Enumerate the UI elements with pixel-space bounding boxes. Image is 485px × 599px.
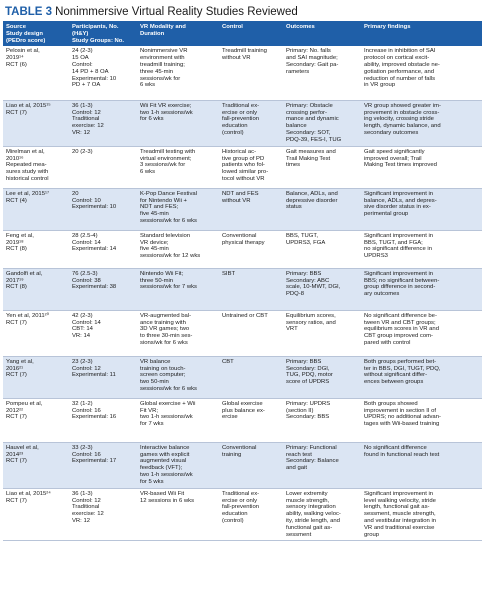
cell-source: Yang et al, 2016²¹ RCT (7) [3, 356, 69, 398]
header-primary-findings: Primary findings [361, 22, 482, 46]
cell-primary-findings: Significant improvement in BBS; no significant between- group difference in second- ary outcomes [361, 268, 482, 310]
cell-outcomes: Primary: No. falls and SAI magnitude; Secondary: Gait pa- rameters [283, 46, 361, 100]
cell-vr-modality: VR-based Wii Fit 12 sessions in 6 wks [137, 488, 219, 541]
table-row [3, 268, 482, 310]
table-title: Nonimmersive Virtual Reality Studies Reviewed [55, 6, 298, 18]
cell-participants: 32 (1-2) Control: 16 Experimental: 16 [69, 398, 137, 442]
cell-source: Liao et al, 2015²⁴ RCT (7) [3, 488, 69, 541]
cell-source: Yen et al, 2011²⁰ RCT (7) [3, 310, 69, 356]
cell-primary-findings: Significant improvement in level walking velocity, stride length, functional gait as- sessment, muscle strength, and vestibular integration in VR and traditional exercise group [361, 488, 482, 541]
table-row [3, 100, 482, 146]
cell-outcomes: Balance, ADLs, and depressive disorder status [283, 188, 361, 230]
table-header-row [3, 22, 482, 46]
cell-source: Pompeu et al, 2012²² RCT (7) [3, 398, 69, 442]
cell-vr-modality: VR-augmented bal- ance training with 3D VR games; two to three 30-min ses- sions/wk for 6 wks [137, 310, 219, 356]
header-participants: Participants, No. (H&Y) Study Groups: No. [69, 22, 137, 46]
cell-primary-findings: Significant improvement in BBS, TUGT, and FGA; no significant difference in UPDRS3 [361, 230, 482, 268]
table-row [3, 146, 482, 188]
cell-source: Hauvel et al, 2014²³ RCT (7) [3, 442, 69, 488]
cell-source: Liao et al, 2015¹⁵ RCT (7) [3, 100, 69, 146]
cell-participants: 20 Control: 10 Experimental: 10 [69, 188, 137, 230]
cell-primary-findings: Both groups showed improvement in section II of UPDRS; no additional advan- tages with Wii-based training [361, 398, 482, 442]
header-control: Control [219, 22, 283, 46]
cell-control: Treadmill training without VR [219, 46, 283, 100]
table-row [3, 46, 482, 100]
cell-control: SIBT [219, 268, 283, 310]
cell-participants: 42 (2-3) Control: 14 CBT: 14 VR: 14 [69, 310, 137, 356]
cell-outcomes: Equilibrium scores, sensory ratios, and VRT [283, 310, 361, 356]
cell-outcomes: Lower extremity muscle strength, sensory integration ability, walking veloc- ity, stride length, and functional gait as- sessment [283, 488, 361, 541]
cell-source: Pelosin et al, 2019¹⁴ RCT (6) [3, 46, 69, 100]
cell-outcomes: BBS, TUGT, UPDRS3, FGA [283, 230, 361, 268]
cell-participants: 24 (2-3) 15 OA Control: 14 PD + 8 OA Experimental: 10 PD + 7 OA [69, 46, 137, 100]
table-row [3, 398, 482, 442]
cell-source: Mirelman et al, 2010¹⁶ Repeated mea- sures study with historical control [3, 146, 69, 188]
cell-primary-findings: VR group showed greater im- provement in obstacle cross- ing velocity, crossing stride length, dynamic balance, and secondary outcomes [361, 100, 482, 146]
table-row [3, 230, 482, 268]
cell-outcomes: Primary: Obstacle crossing perfor- mance and dynamic balance Secondary: SOT, PDQ-39, FES-I, TUG [283, 100, 361, 146]
cell-primary-findings: No significant difference be- tween VR and CBT groups; equilibrium scores in VR and CBT group improved com- pared with control [361, 310, 482, 356]
cell-control: Traditional ex- ercise or only fall-prevention education (control) [219, 100, 283, 146]
cell-vr-modality: Treadmill testing with virtual environment; 3 sessions/wk for 6 wks [137, 146, 219, 188]
cell-participants: 36 (1-3) Control: 12 Traditional exercise: 12 VR: 12 [69, 100, 137, 146]
cell-vr-modality: K-Pop Dance Festival for Nintendo Wii + NDT and FES; five 45-min sessions/wk for 6 wks [137, 188, 219, 230]
cell-source: Feng et al, 2019¹⁸ RCT (8) [3, 230, 69, 268]
cell-participants: 20 (2-3) [69, 146, 137, 188]
cell-outcomes: Gait measures and Trail Making Test times [283, 146, 361, 188]
table-row [3, 310, 482, 356]
cell-primary-findings: Significant improvement in balance, ADLs, and depres- sive disorder status in ex- perimental group [361, 188, 482, 230]
cell-control: Conventional training [219, 442, 283, 488]
cell-control: Conventional physical therapy [219, 230, 283, 268]
cell-control: NDT and FES without VR [219, 188, 283, 230]
cell-control: Historical ac- tive group of PD patients who fol- lowed similar pro- tocol without VR [219, 146, 283, 188]
table-row [3, 442, 482, 488]
header-source: Source Study design (PEDro score) [3, 22, 69, 46]
cell-outcomes: Primary: BBS Secondary: DGI, TUG, PDQ, motor score of UPDRS [283, 356, 361, 398]
cell-vr-modality: Nintendo Wii Fit; three 50-min sessions/wk for 7 wks [137, 268, 219, 310]
table-row [3, 356, 482, 398]
table-body [3, 46, 482, 541]
cell-participants: 76 (2.5-3) Control: 38 Experimental: 38 [69, 268, 137, 310]
cell-outcomes: Primary: UPDRS (section II) Secondary: BBS [283, 398, 361, 442]
table-row [3, 488, 482, 541]
header-outcomes: Outcomes [283, 22, 361, 46]
cell-vr-modality: Wii Fit VR exercise; two 1-h sessions/wk for 6 wks [137, 100, 219, 146]
cell-control: Global exercise plus balance ex- ercise [219, 398, 283, 442]
table-row [3, 188, 482, 230]
cell-vr-modality: Interactive balance games with explicit augmented visual feedback (VFT); two 1-h sessions/wk for 5 wks [137, 442, 219, 488]
cell-control: Untrained or CBT [219, 310, 283, 356]
table-label: TABLE 3 [5, 6, 53, 18]
header-vr-modality: VR Modality and Duration [137, 22, 219, 46]
cell-primary-findings: Gait speed significantly improved overall; Trail Making Test times improved [361, 146, 482, 188]
cell-source: Gandolfi et al, 2017¹⁹ RCT (8) [3, 268, 69, 310]
cell-vr-modality: VR balance training on touch- screen computer; two 50-min sessions/wk for 6 wks [137, 356, 219, 398]
studies-table [3, 22, 482, 541]
cell-primary-findings: Increase in inhibition of SAI protocol on cortical excit- ability, improved obstacle ne- gotiation performance, and reduction of number of falls in VR group [361, 46, 482, 100]
cell-control: Traditional ex- ercise or only fall-prevention education (control) [219, 488, 283, 541]
cell-primary-findings: Both groups performed bet- ter in BBS, DGI, TUGT, PDQ, without significant differ- ences between groups [361, 356, 482, 398]
cell-vr-modality: Standard television VR device; five 45-min sessions/wk for 12 wks [137, 230, 219, 268]
cell-outcomes: Primary: BBS Secondary: ABC scale, 10-MWT, DGI, PDQ-8 [283, 268, 361, 310]
table-title-bar [3, 3, 482, 22]
cell-participants: 33 (2-3) Control: 16 Experimental: 17 [69, 442, 137, 488]
cell-vr-modality: Nonimmersive VR environment with treadmill training; three 45-min sessions/wk for 6 wks [137, 46, 219, 100]
cell-vr-modality: Global exercise + Wii Fit VR; two 1-h sessions/wk for 7 wks [137, 398, 219, 442]
cell-outcomes: Primary: Functional reach test Secondary: Balance and gait [283, 442, 361, 488]
cell-participants: 28 (2.5-4) Control: 14 Experimental: 14 [69, 230, 137, 268]
cell-control: CBT [219, 356, 283, 398]
cell-participants: 23 (2-3) Control: 12 Experimental: 11 [69, 356, 137, 398]
cell-source: Lee et al, 2015¹⁷ RCT (4) [3, 188, 69, 230]
cell-primary-findings: No significant difference found in functional reach test [361, 442, 482, 488]
cell-participants: 36 (1-3) Control: 12 Traditional exercise: 12 VR: 12 [69, 488, 137, 541]
